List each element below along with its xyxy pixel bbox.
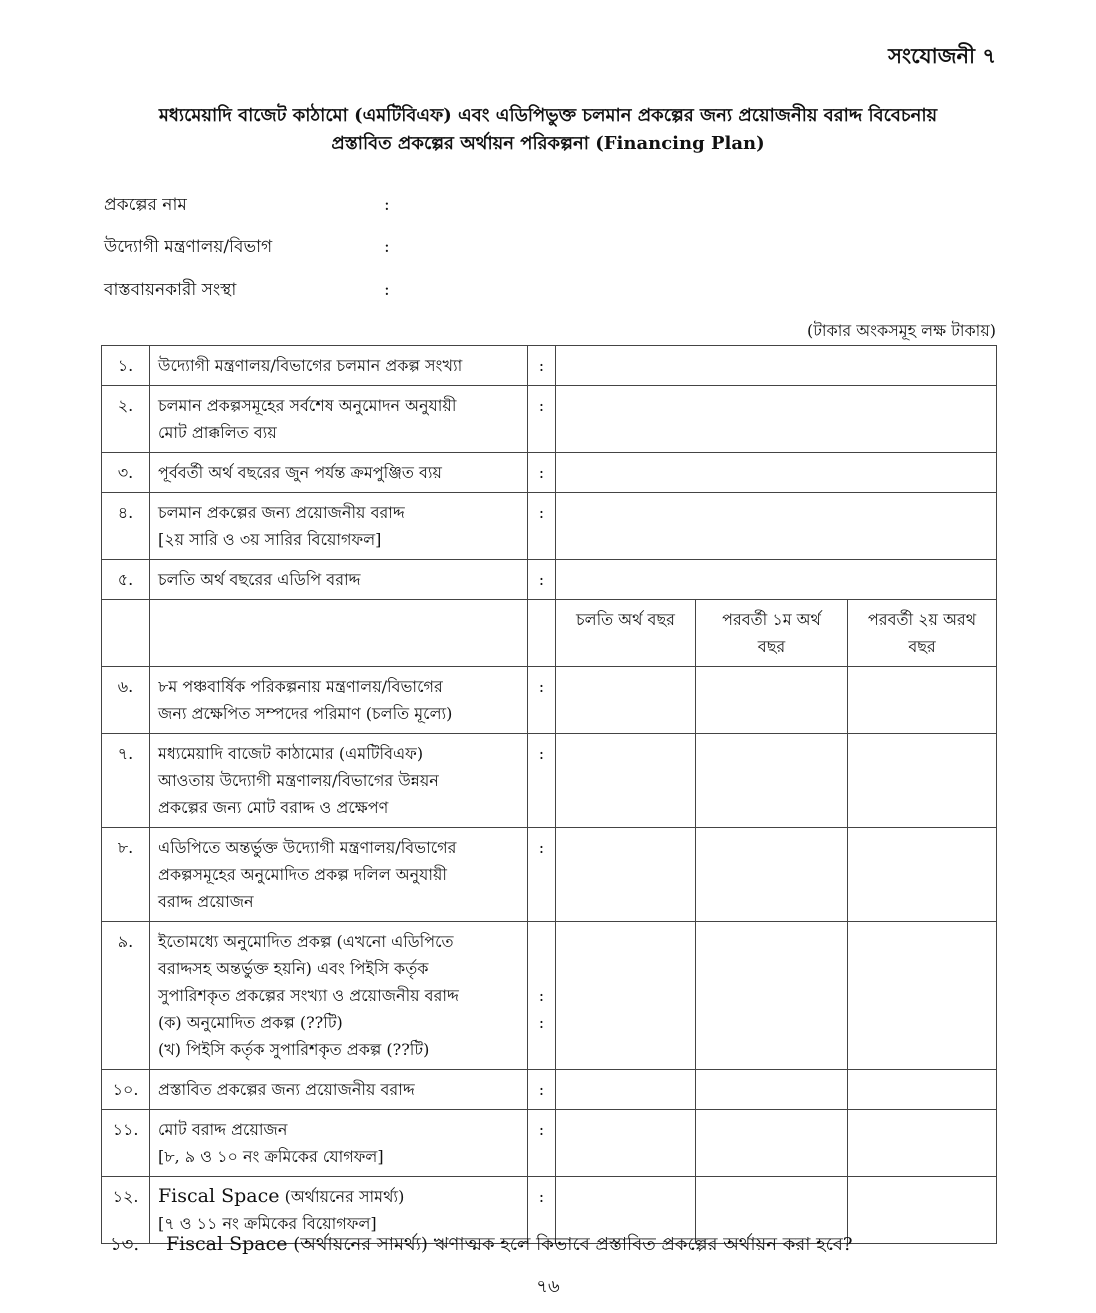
fiscal-space-term: Fiscal Space [166, 1233, 288, 1255]
question-13-serial: ১৩. [110, 1234, 140, 1255]
row-serial: ৮. [102, 828, 150, 922]
row-colon: : [528, 560, 556, 600]
table-row [102, 386, 997, 453]
row-colon: : [528, 828, 556, 922]
cell-next-year-1 [696, 734, 848, 828]
row-serial: ১. [102, 346, 150, 386]
cell-next-year-2 [848, 667, 997, 734]
table-row [102, 828, 997, 922]
row-colon: : [528, 667, 556, 734]
row-description: Fiscal Space (অর্থায়নের সামর্থ্য) [৭ ও ১১ নং ক্রমিকের বিয়োগফল] [150, 1177, 528, 1244]
cell-next-year-2 [848, 922, 997, 1070]
annex-label: সংযোজনী ৭ [888, 43, 996, 68]
table-row [102, 453, 997, 493]
cell-next-year-1 [696, 828, 848, 922]
row-colon: : [528, 346, 556, 386]
row-serial: ৬. [102, 667, 150, 734]
row-serial: ১২. [102, 1177, 150, 1244]
question-13-text: (অর্থায়নের সামর্থ্য) ঋণাত্মক হলে কিভাবে প্রস্তাবিত প্রকল্পের অর্থায়ন করা হবে? [287, 1234, 853, 1255]
table-row [102, 346, 997, 386]
table-row [102, 922, 997, 1070]
row-description: প্রস্তাবিত প্রকল্পের জন্য প্রয়োজনীয় বরাদ্দ [150, 1070, 528, 1110]
row-value-cell [556, 386, 997, 453]
unit-note: (টাকার অংকসমূহ লক্ষ টাকায়) [806, 321, 996, 340]
header-next-year-2: পরবর্তী ২য় অরথ বছর [848, 600, 997, 667]
meta-colon: : [384, 280, 390, 300]
row-colon: : [528, 453, 556, 493]
document-title [0, 102, 1096, 158]
row-value-cell [556, 346, 997, 386]
fiscal-space-term: Fiscal Space [158, 1185, 280, 1207]
row-serial: ৯. [102, 922, 150, 1070]
row-colon: : [528, 386, 556, 453]
header-current-year: চলতি অর্থ বছর [556, 600, 696, 667]
row-value-cell [556, 560, 997, 600]
row-colon: : [528, 1110, 556, 1177]
cell-next-year-1 [696, 1110, 848, 1177]
cell-current-year [556, 734, 696, 828]
row-description: এডিপিতে অন্তর্ভুক্ত উদ্যোগী মন্ত্রণালয়/বিভাগের প্রকল্পসমূহের অনুমোদিত প্রকল্প দলিল অনুযায়ী বরাদ্দ প্রয়োজন [150, 828, 528, 922]
cell-next-year-2 [848, 1177, 997, 1244]
row-description: ইতোমধ্যে অনুমোদিত প্রকল্প (এখনো এডিপিতে বরাদ্দসহ অন্তর্ভুক্ত হয়নি) এবং পিইসি কর্তৃক সুপারিশকৃত প্রকল্পের সংখ্যা ও প্রয়োজনীয় বরাদ্দ (ক) অনুমোদিত প্রকল্প (??টি) (খ) পিইসি কর্তৃক সুপারিশকৃত প্রকল্প (??টি) [150, 922, 528, 1070]
cell-next-year-2 [848, 734, 997, 828]
row-serial: ১০. [102, 1070, 150, 1110]
cell-current-year [556, 1110, 696, 1177]
row-colon: : [528, 493, 556, 560]
row-colon: : [528, 734, 556, 828]
financing-plan-table [101, 345, 997, 1244]
implementing-agency-label: বাস্তবায়নকারী সংস্থা [104, 280, 237, 300]
ministry-label: উদ্যোগী মন্ত্রণালয়/বিভাগ [104, 237, 273, 257]
table-row [102, 1110, 997, 1177]
cell-current-year [556, 828, 696, 922]
row-description: চলতি অর্থ বছরের এডিপি বরাদ্দ [150, 560, 528, 600]
row-description: উদ্যোগী মন্ত্রণালয়/বিভাগের চলমান প্রকল্প সংখ্যা [150, 346, 528, 386]
row-description: ৮ম পঞ্চবার্ষিক পরিকল্পনায় মন্ত্রণালয়/বিভাগের জন্য প্রক্ষেপিত সম্পদের পরিমাণ (চলতি মূল্যে) [150, 667, 528, 734]
table-row [102, 560, 997, 600]
header-next-year-1: পরবর্তী ১ম অর্থ বছর [696, 600, 848, 667]
cell-next-year-2 [848, 1110, 997, 1177]
cell-next-year-1 [696, 922, 848, 1070]
row-colon: : [528, 1177, 556, 1244]
cell-next-year-1 [696, 667, 848, 734]
cell-next-year-2 [848, 1070, 997, 1110]
table-row [102, 1070, 997, 1110]
table-row [102, 667, 997, 734]
row-serial: ৪. [102, 493, 150, 560]
cell-current-year [556, 1070, 696, 1110]
table-row [102, 493, 997, 560]
row-colon: : : [528, 922, 556, 1070]
page-number: ৭৬ [536, 1276, 560, 1297]
row-serial: ৭. [102, 734, 150, 828]
meta-colon: : [384, 237, 390, 257]
row-description: মধ্যমেয়াদি বাজেট কাঠামোর (এমটিবিএফ) আওতায় উদ্যোগী মন্ত্রণালয়/বিভাগের উন্নয়ন প্রকল্পের জন্য মোট বরাদ্দ ও প্রক্ষেপণ [150, 734, 528, 828]
table-row [102, 734, 997, 828]
ministry-field [104, 234, 390, 258]
cell-current-year [556, 667, 696, 734]
cell-current-year [556, 922, 696, 1070]
title-line-1: মধ্যমেয়াদি বাজেট কাঠামো (এমটিবিএফ) এবং এডিপিভুক্ত চলমান প্রকল্পের জন্য প্রয়োজনীয় বরাদ্দ বিবেচনায় [158, 105, 938, 126]
project-name-label: প্রকল্পের নাম [104, 195, 187, 215]
question-13 [110, 1230, 853, 1261]
row-serial: ৫. [102, 560, 150, 600]
cell-next-year-1 [696, 1070, 848, 1110]
cell-next-year-2 [848, 828, 997, 922]
row-value-cell [556, 453, 997, 493]
row-description: চলমান প্রকল্পসমূহের সর্বশেষ অনুমোদন অনুযায়ী মোট প্রাক্কলিত ব্যয় [150, 386, 528, 453]
row-colon: : [528, 1070, 556, 1110]
row-value-cell [556, 493, 997, 560]
row-serial: ২. [102, 386, 150, 453]
title-line-2: প্রস্তাবিত প্রকল্পের অর্থায়ন পরিকল্পনা (Financing Plan) [331, 133, 765, 154]
row-serial: ৩. [102, 453, 150, 493]
meta-colon: : [384, 195, 390, 215]
implementing-agency-field [104, 277, 390, 301]
project-name-field [104, 192, 390, 216]
row-description: পূর্ববর্তী অর্থ বছরের জুন পর্যন্ত ক্রমপুঞ্জিত ব্যয় [150, 453, 528, 493]
year-header-row [102, 600, 997, 667]
row-description: মোট বরাদ্দ প্রয়োজন [৮, ৯ ও ১০ নং ক্রমিকের যোগফল] [150, 1110, 528, 1177]
row-description: চলমান প্রকল্পের জন্য প্রয়োজনীয় বরাদ্দ [২য় সারি ও ৩য় সারির বিয়োগফল] [150, 493, 528, 560]
row-serial: ১১. [102, 1110, 150, 1177]
